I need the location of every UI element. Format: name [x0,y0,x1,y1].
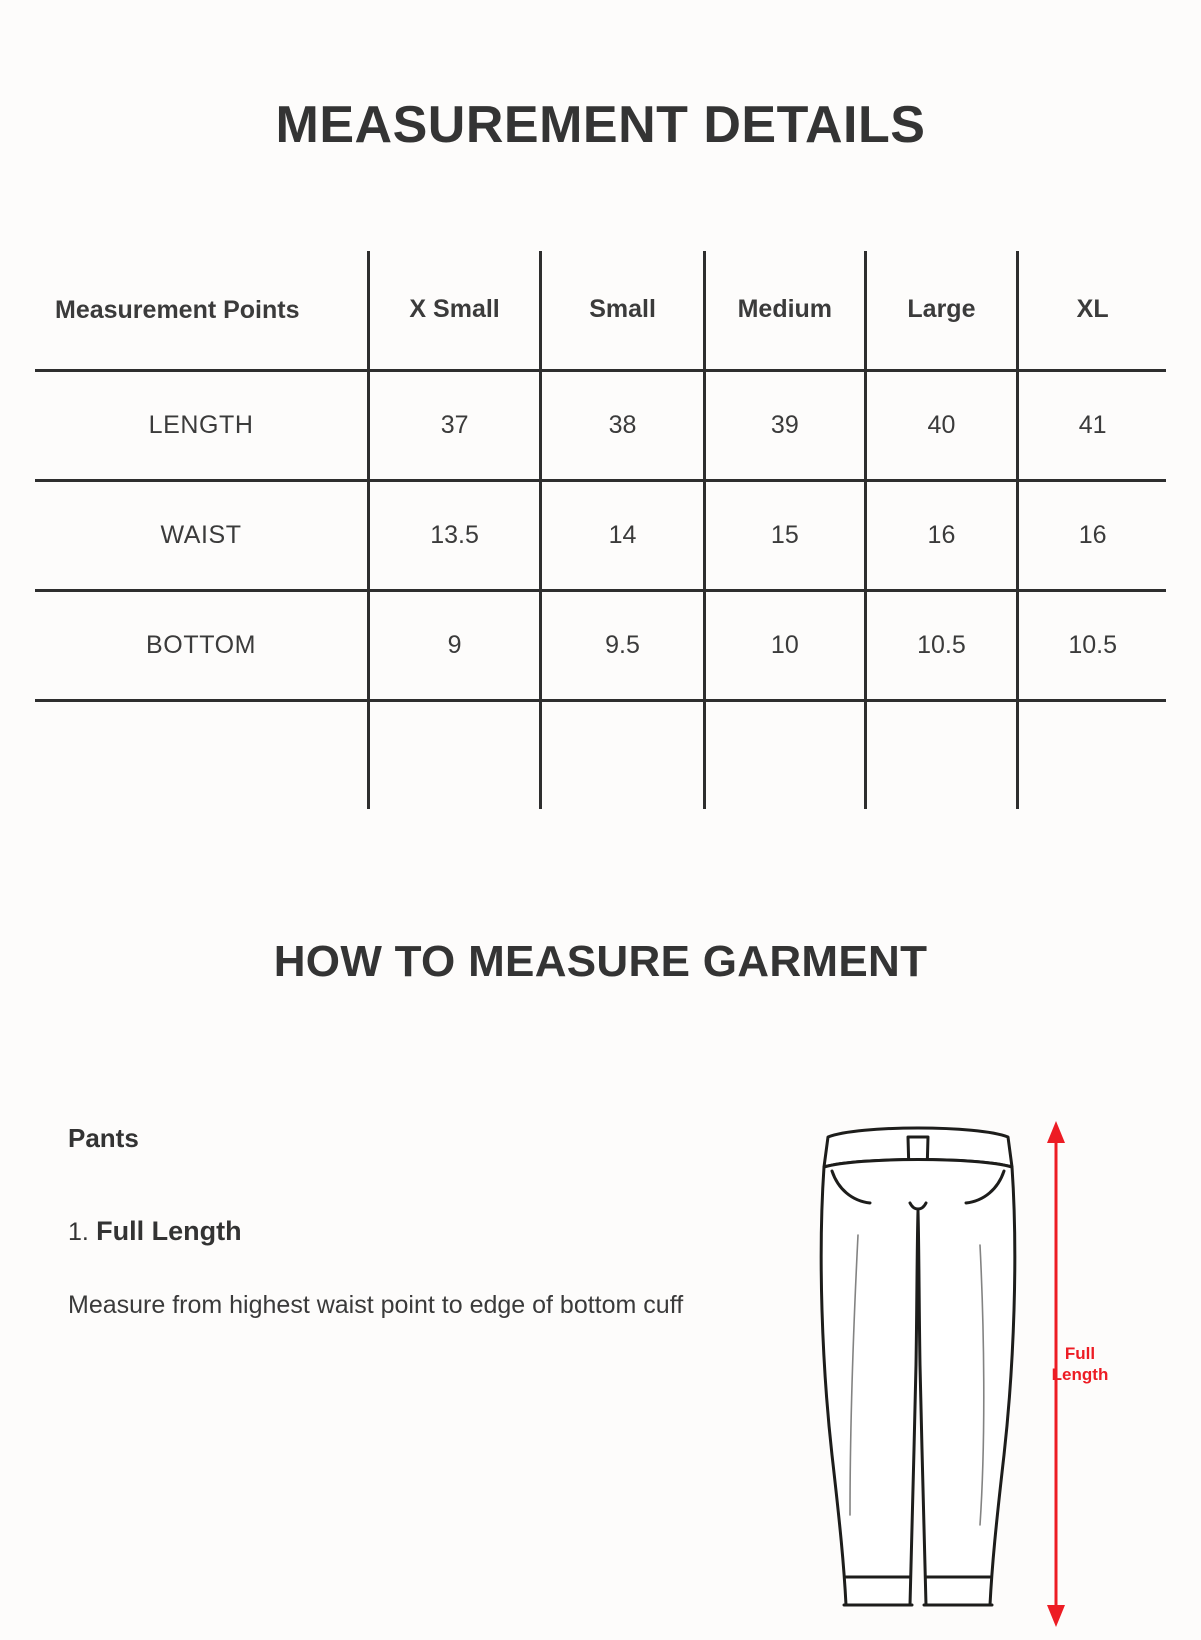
table-header-row [35,251,1166,371]
step-title: Full Length [96,1215,242,1246]
measurement-details-page [0,35,1201,1636]
table-row [35,590,1166,700]
cell-bottom-medium: 10 [705,590,866,700]
row-label-bottom: BOTTOM [35,590,369,700]
step-description: Measure from highest waist point to edge of bottom cuff [68,1290,684,1319]
cell-bottom-xl: 10.5 [1018,590,1166,700]
cell-length-xl: 41 [1018,370,1166,480]
table-header-medium: Medium [705,251,866,371]
cell-length-small: 38 [541,370,705,480]
table-row [35,480,1166,590]
cell-waist-x-small: 13.5 [369,480,541,590]
cell-bottom-small: 9.5 [541,590,705,700]
size-table-container [23,189,1178,809]
cell-bottom-x-small: 9 [369,590,541,700]
cell-length-medium: 39 [705,370,866,480]
cell-length-x-small: 37 [369,370,541,480]
row-label-waist: WAIST [35,480,369,590]
table-header-small: Small [541,251,705,371]
arrow-label-line-2: Length [1051,1365,1109,1385]
garment-type-label: Pants [68,1122,139,1153]
how-to-measure-text [68,1115,768,1635]
section-title-how-to-measure: HOW TO MEASURE GARMENT [273,936,928,986]
full-length-arrow-label [1034,1343,1126,1386]
step-number: 1. [68,1217,89,1246]
how-to-measure-section [0,1115,1201,1635]
table-column-rule-extension [35,700,1166,809]
row-label-length: LENGTH [35,370,369,480]
table-header-xl: XL [1018,251,1166,371]
arrow-label-line-1: Full [1064,1343,1096,1363]
step-heading [68,1216,768,1247]
cell-waist-small: 14 [541,480,705,590]
pants-illustration [798,1115,1128,1635]
size-table [35,251,1166,809]
cell-waist-xl: 16 [1018,480,1166,590]
how-to-measure-diagram-area [768,1115,1133,1635]
table-header-measurement-points: Measurement Points [35,251,369,371]
table-row [35,370,1166,480]
page-title: MEASUREMENT DETAILS [275,95,926,154]
cell-waist-large: 16 [865,480,1018,590]
table-header-large: Large [865,251,1018,371]
table-header-x-small: X Small [369,251,541,371]
cell-bottom-large: 10.5 [865,590,1018,700]
cell-length-large: 40 [865,370,1018,480]
cell-waist-medium: 15 [705,480,866,590]
